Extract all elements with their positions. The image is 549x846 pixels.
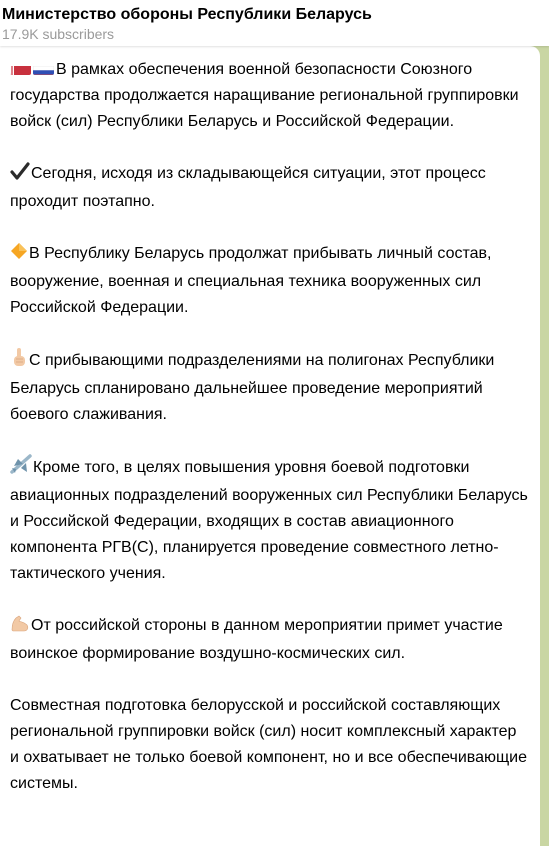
message-bubble: [0, 46, 540, 846]
post-paragraph-1: [10, 57, 528, 135]
airplane-icon: [10, 454, 32, 483]
index-pointing-up-icon: [10, 347, 28, 376]
post-paragraph-6: [10, 613, 528, 667]
post-paragraph-4: [10, 347, 528, 428]
post-text-2: Сегодня, исходя из складывающейся ситуации, этот процесс проходит поэтапно.: [10, 165, 486, 210]
post-paragraph-5: [10, 454, 528, 587]
russia-flag-icon: [33, 62, 54, 75]
orange-diamond-icon: [10, 242, 28, 269]
belarus-flag-icon: [10, 62, 31, 75]
post-text-6: От российской стороны в данном мероприятии примет участие воинское формирование воздушно-космических сил.: [10, 617, 503, 662]
channel-header[interactable]: [0, 0, 549, 46]
post-text-5: Кроме того, в целях повышения уровня боевой подготовки авиационных подразделений вооруженных сил Республики Беларусь и Российской Федерации, входящих в состав авиационного компонента РГВ(С), планируется проведение совместного летно-тактического учения.: [10, 459, 528, 582]
subscriber-count: 17.9K subscribers: [2, 25, 549, 43]
post-text-7: Совместная подготовка белорусской и российской составляющих региональной группировки войск (сил) носит комплексный характер и охватывает не только боевой компонент, но и все обеспечивающие системы.: [10, 697, 527, 792]
channel-title[interactable]: Министерство обороны Республики Беларусь: [2, 5, 549, 24]
flexed-biceps-icon: [10, 614, 30, 641]
post-text-3: В Республику Беларусь продолжат прибывать личный состав, вооружение, военная и специальная техника вооруженных сил Российской Федерации.: [10, 245, 491, 316]
check-mark-icon: [10, 162, 30, 189]
post-paragraph-7: [10, 693, 528, 797]
post-paragraph-3: [10, 241, 528, 321]
post-text-1: В рамках обеспечения военной безопасности Союзного государства продолжается наращивание региональной группировки войск (сил) Республики Беларусь и Российской Федерации.: [10, 61, 519, 130]
scrollbar[interactable]: [543, 50, 547, 830]
post-text-4: С прибывающими подразделениями на полигонах Республики Беларусь спланировано дальнейшее проведение мероприятий боевого слаживания.: [10, 352, 494, 423]
post-paragraph-2: [10, 161, 528, 215]
